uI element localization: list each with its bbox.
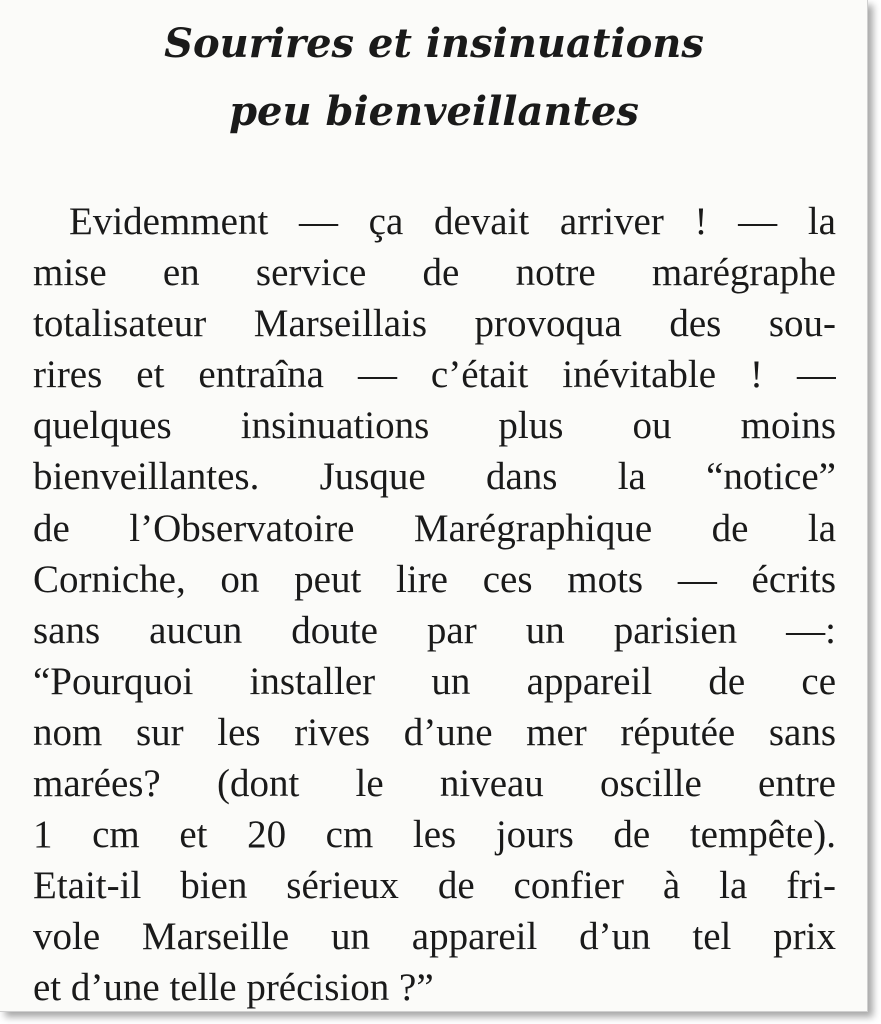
body-line: Evidemment — ça devait arriver ! — la [69, 200, 836, 243]
body-line: de l’Observatoire Marégraphique de la [33, 506, 836, 550]
article-title-line-1: Sourires et insinuations [164, 20, 704, 67]
body-line: nom sur les rives d’une mer réputée sans [33, 710, 836, 754]
article-body [33, 196, 836, 1014]
body-line: et d’une telle précision ?” [33, 966, 434, 1010]
body-line: sans aucun doute par un parisien —: [33, 608, 836, 652]
body-line: mise en service de notre marégraphe [33, 251, 836, 295]
body-line: totalisateur Marseillais provoqua des sou- [33, 302, 836, 346]
body-line: Corniche, on peut lire ces mots — écrits [33, 557, 836, 601]
body-line: quelques insinuations plus ou moins [33, 404, 836, 448]
body-line: “Pourquoi installer un appareil de ce [33, 659, 836, 703]
body-line: bienveillantes. Jusque dans la “notice” [33, 455, 836, 499]
body-line: Etait-il bien sérieux de confier à la fri- [33, 864, 836, 908]
body-line: marées? (dont le niveau oscille entre [33, 762, 836, 806]
article-title-line-2: peu bienveillantes [229, 88, 639, 135]
body-line: 1 cm et 20 cm les jours de tempête). [33, 813, 836, 857]
body-line: rires et entraîna — c’était inévitable ! — [33, 353, 836, 397]
body-line: vole Marseille un appareil d’un tel prix [33, 915, 836, 959]
